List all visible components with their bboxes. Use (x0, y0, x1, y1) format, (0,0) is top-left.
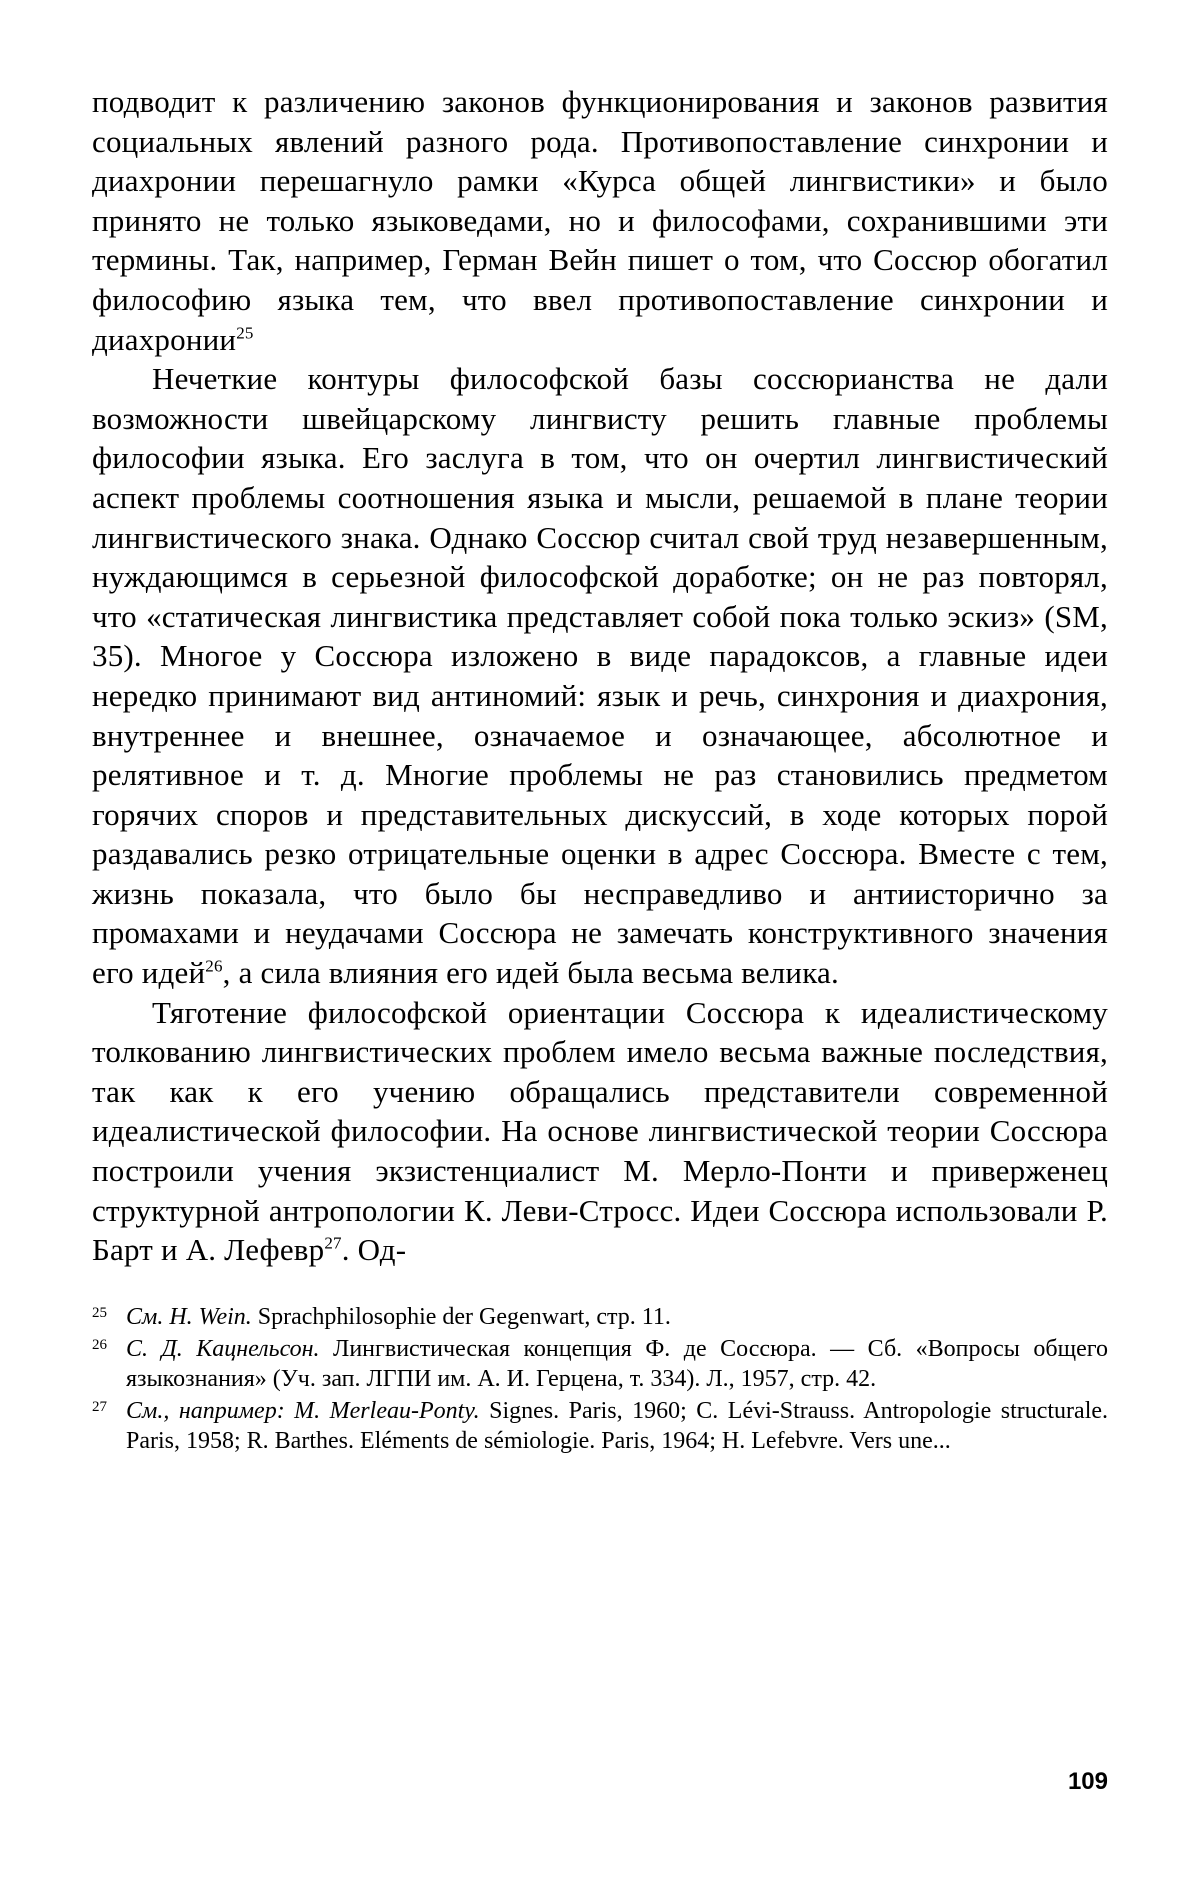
footnote-27 (92, 1396, 1108, 1456)
footnote-25 (92, 1302, 1108, 1332)
paragraph-2 (92, 359, 1108, 993)
footnote-text: Лингвистическая концепция Ф. де Соссюра. — Сб. «Вопросы общего языкознания» (Уч. зап. ЛГПИ им. А. И. Герцена, т. 334). Л., 1957, стр. 42. (126, 1336, 1108, 1392)
footnote-author: С. Д. Кацнельсон. (126, 1336, 320, 1362)
footnote-body (126, 1302, 1108, 1332)
paragraph-2-text: Нечеткие контуры философской базы соссюрианства не дали возможности швейцарскому лингвисту решить главные проблемы философии языка. Его заслуга в том, что он очертил лингвистический аспект проблемы соотношения языка и мысли, решаемой в плане теории лингвистического знака. Однако Соссюр считал свой труд незавершенным, нуждающимся в серьезной философской доработке; он не раз повторял, что «статическая лингвистика представляет собой пока только эскиз» (SM, 35). Многое у Соссюра изложено в виде парадоксов, а главные идеи нередко принимают вид антиномий: язык и речь, синхрония и диахрония, внутреннее и внешнее, означаемое и означающее, абсолютное и релятивное и т. д. Многие проблемы не раз становились предметом горячих споров и представительных дискуссий, в ходе которых порой раздавались резко отрицательные оценки в адрес Соссюра. Вместе с тем, жизнь показала, что было бы несправедливо и антиисторично за промахами и неудачами Соссюра не замечать конструктивного значения его идей (92, 361, 1108, 991)
paragraph-1 (92, 82, 1108, 359)
footnote-number: 26 (92, 1337, 107, 1353)
footnote-body (126, 1396, 1108, 1456)
footnote-text: Signes. Paris, 1960; C. Lévi-Strauss. Antropologie structurale. Paris, 1958; R. Barthes. Eléments de sémiologie. Paris, 1964; H. Lefebvre. Vers une... (126, 1398, 1109, 1454)
paragraph-3 (92, 993, 1108, 1270)
paragraph-3-text: Тяготение философской ориентации Соссюра к идеалистическому толкованию лингвистических проблем имело весьма важные последствия, так как к его учению обращались представители современной идеалистической философии. На основе лингвистической теории Соссюра построили учения экзистенциалист М. Мерло-Понти и приверженец структурной антропологии К. Леви-Стросс. Идеи Соссюра использовали Р. Барт и А. Лефевр (92, 994, 1108, 1268)
page-number: 109 (1067, 1768, 1108, 1795)
paragraph-3-tail: . Од- (341, 1232, 407, 1268)
footnote-text: Sprachphilosophie der Gegenwart, стр. 11. (257, 1304, 671, 1330)
footnote-author: См., например: M. Merleau-Ponty. (126, 1398, 480, 1424)
footnote-body (126, 1334, 1108, 1394)
footnote-ref-27[interactable]: 27 (324, 1233, 342, 1253)
footnotes (92, 1302, 1108, 1458)
footnote-ref-26[interactable]: 26 (205, 956, 223, 976)
paragraph-1-text: подводит к различению законов функционирования и законов развития социальных явлений разного рода. Противопоставление синхронии и диахронии перешагнуло рамки «Курса общей лингвистики» и было принято не только языковедами, но и философами, сохранившими эти термины. Так, например, Герман Вейн пишет о том, что Соссюр обогатил философию языка тем, что ввел противопоставление синхронии и диахронии (92, 84, 1108, 357)
footnote-author: См. H. Wein. (126, 1304, 252, 1330)
footnote-ref-25[interactable]: 25 (236, 323, 254, 343)
main-text (92, 82, 1108, 1270)
paragraph-2-tail: , а сила влияния его идей была весьма велика. (222, 955, 839, 991)
footnote-26 (92, 1334, 1108, 1394)
footnote-number: 25 (92, 1305, 107, 1321)
footnote-number: 27 (92, 1399, 107, 1415)
book-page (92, 82, 1108, 1842)
